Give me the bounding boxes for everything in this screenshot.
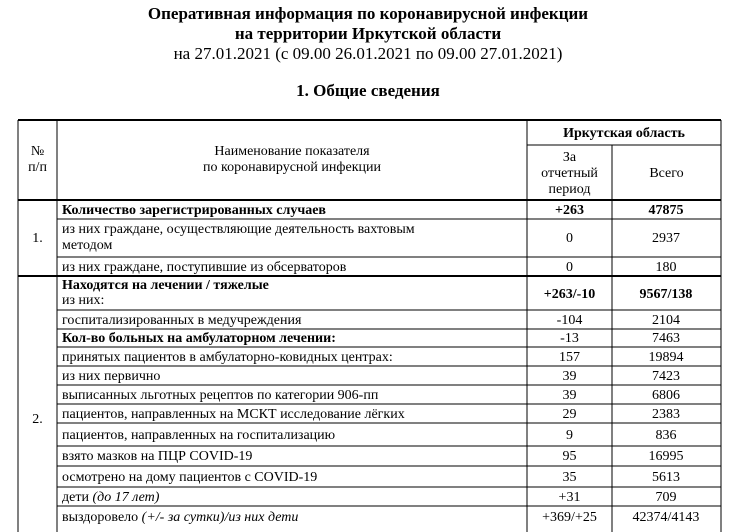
document-title-line1: Оперативная информация по коронавирусной инфекции [147, 4, 589, 23]
header-total: Всего [649, 166, 684, 181]
prescriptions-period: 39 [562, 388, 577, 403]
outpatient-total: 7463 [652, 331, 680, 346]
header-period-line2: отчетный [541, 166, 598, 181]
hospitalized-label: госпитализированных в медучреждения [62, 313, 302, 328]
referred-hospital-period: 9 [566, 428, 573, 443]
header-period-line1: За [562, 150, 577, 165]
pcr-swabs-label: взято мазков на ПЦР COVID-19 [62, 449, 253, 464]
row-group1-number: 1. [32, 231, 43, 246]
recovered-period: +369/+25 [542, 510, 597, 525]
header-num-2: п/п [28, 160, 47, 175]
children-label: дети [62, 490, 89, 505]
observatory-total: 180 [655, 260, 677, 275]
outpatient-label: Кол-во больных на амбулаторном лечении: [62, 331, 336, 346]
under-treatment-sublabel: из них: [62, 293, 105, 308]
shift-workers-label-line1: из них граждане, осуществляющие деятельность вахтовым [62, 222, 415, 237]
recovered-note: (+/- за сутки) [141, 510, 225, 525]
recovered-tail: /из них дети [224, 510, 299, 525]
under-treatment-label: Находятся на лечении / тяжелые [62, 278, 269, 293]
referred-hospital-total: 836 [655, 428, 677, 443]
children-note: (до 17 лет) [92, 490, 160, 505]
children-row [62, 490, 159, 505]
pcr-swabs-total: 16995 [648, 449, 684, 464]
header-num: № [30, 144, 45, 159]
document-title-line2: на территории Иркутской области [234, 24, 502, 43]
header-indicator-line2: по коронавирусной инфекции [203, 160, 381, 175]
covid-centers-total: 19894 [648, 350, 684, 365]
observatory-period: 0 [566, 260, 573, 275]
covid-centers-label: принятых пациентов в амбулаторно-ковидных центрах: [62, 350, 393, 365]
home-visits-total: 5613 [652, 470, 680, 485]
prescriptions-total: 6806 [652, 388, 680, 403]
children-period: +31 [558, 490, 581, 505]
header-indicator-line1: Наименование показателя [214, 144, 370, 159]
recovered-label: выздоровело [62, 510, 139, 525]
shift-workers-total: 2937 [652, 231, 680, 246]
recovered-total: 42374/4143 [632, 510, 700, 525]
shift-workers-label-line2: методом [62, 238, 113, 253]
referred-hospital-label: пациентов, направленных на госпитализацию [62, 428, 336, 443]
registered-cases-total: 47875 [648, 203, 684, 218]
registered-cases-period: +263 [555, 203, 584, 218]
home-visits-period: 35 [562, 470, 577, 485]
ct-scan-label: пациентов, направленных на МСКТ исследование лёгких [62, 407, 405, 422]
children-total: 709 [655, 490, 677, 505]
outpatient-period: -13 [560, 331, 579, 346]
under-treatment-period: +263/-10 [543, 287, 596, 302]
section-title: 1. Общие сведения [296, 81, 440, 100]
ct-scan-total: 2383 [652, 407, 680, 422]
registered-cases-label: Количество зарегистрированных случаев [62, 203, 326, 218]
row-group2-number: 2. [32, 412, 43, 427]
header-region: Иркутская область [563, 126, 685, 141]
ct-scan-period: 29 [562, 407, 577, 422]
pcr-swabs-period: 95 [562, 449, 577, 464]
covid-centers-period: 157 [559, 350, 580, 365]
hospitalized-total: 2104 [652, 313, 680, 328]
primary-label: из них первично [62, 369, 161, 384]
prescriptions-label: выписанных льготных рецептов по категории 906-пп [62, 388, 379, 403]
hospitalized-period: -104 [556, 313, 583, 328]
home-visits-label: осмотрено на дому пациентов с COVID-19 [62, 470, 318, 485]
header-period-line3: период [548, 182, 591, 197]
shift-workers-period: 0 [566, 231, 573, 246]
document-date-range: на 27.01.2021 (с 09.00 26.01.2021 по 09.00 27.01.2021) [173, 44, 563, 63]
recovered-row [62, 510, 298, 525]
observatory-label: из них граждане, поступившие из обсерваторов [62, 260, 347, 275]
under-treatment-total: 9567/138 [639, 287, 693, 302]
primary-period: 39 [562, 369, 577, 384]
primary-total: 7423 [652, 369, 680, 384]
